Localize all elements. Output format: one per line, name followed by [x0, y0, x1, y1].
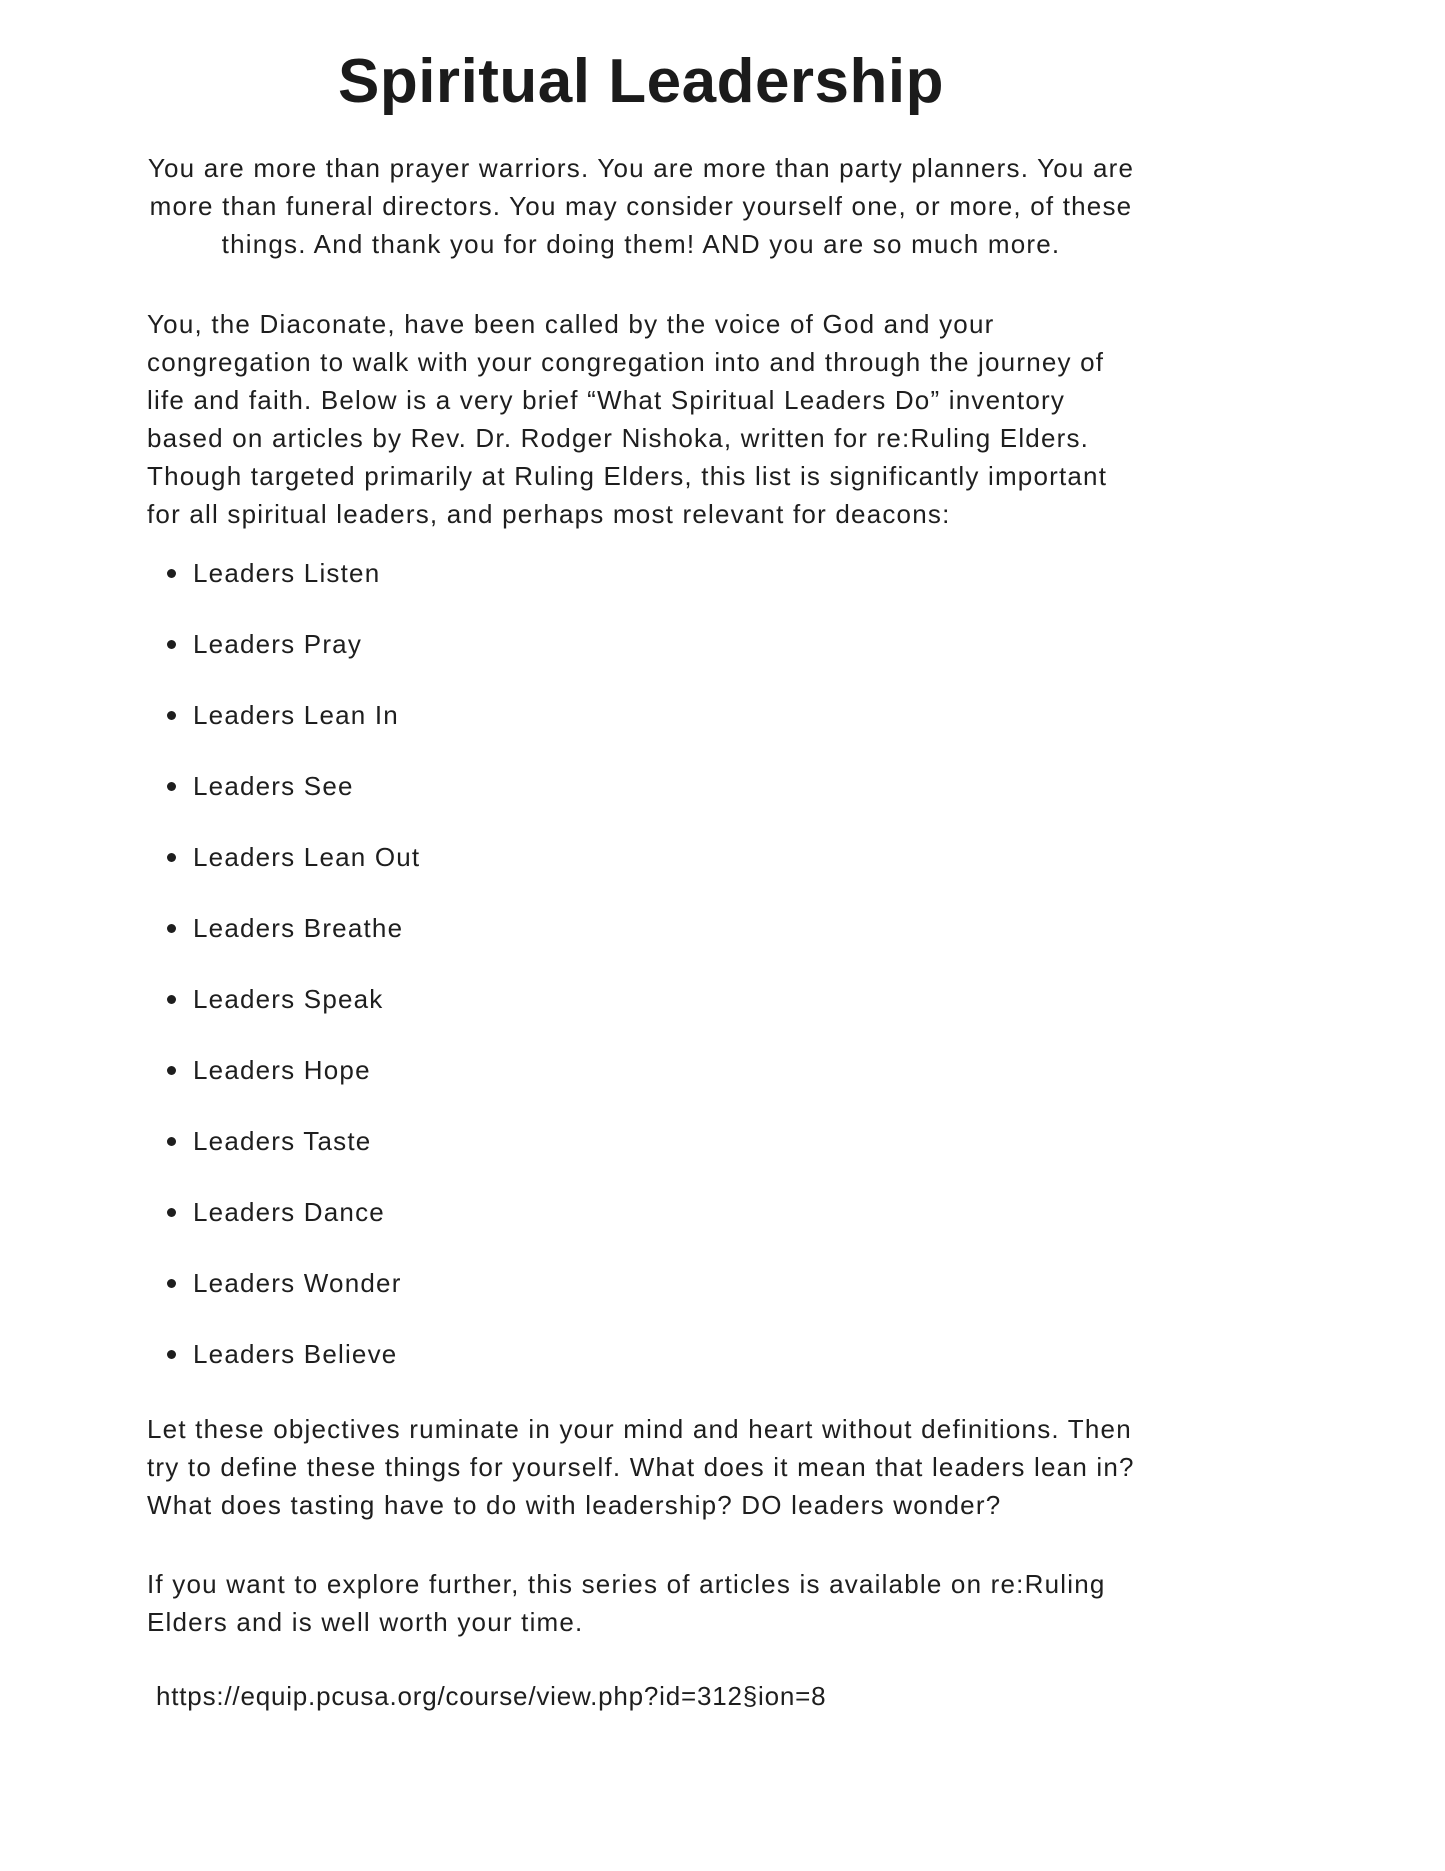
list-item-label: Leaders Believe — [193, 1339, 398, 1369]
list-item — [147, 771, 1135, 801]
list-item-label: Leaders Speak — [193, 984, 384, 1014]
list-item-label: Leaders Wonder — [193, 1268, 402, 1298]
list-item-label: Leaders Taste — [193, 1126, 372, 1156]
bullet-marker — [167, 640, 176, 649]
list-item-label: Leaders Dance — [193, 1197, 385, 1227]
bullet-marker — [167, 1137, 176, 1146]
bullet-marker — [167, 853, 176, 862]
list-item — [147, 1339, 1135, 1369]
list-item-label: Leaders Lean Out — [193, 842, 421, 872]
list-item-label: Leaders Pray — [193, 629, 363, 659]
list-item — [147, 984, 1135, 1014]
bullet-marker — [167, 569, 176, 578]
list-item — [147, 1055, 1135, 1085]
leaders-list — [147, 558, 1135, 1369]
list-item — [147, 1126, 1135, 1156]
page-title: Spiritual Leadership — [337, 47, 945, 116]
bullet-marker — [167, 924, 176, 933]
list-item — [147, 1268, 1135, 1298]
bullet-marker — [167, 711, 176, 720]
list-item-label: Leaders Listen — [193, 558, 381, 588]
list-item — [147, 700, 1135, 730]
list-item-label: Leaders See — [193, 771, 354, 801]
bullet-marker — [167, 1279, 176, 1288]
list-item — [147, 913, 1135, 943]
list-item — [147, 842, 1135, 872]
bullet-marker — [167, 1066, 176, 1075]
bullet-marker — [167, 1208, 176, 1217]
body-paragraph: You, the Diaconate, have been called by the voice of God and your congregation to walk with your congregation into and through the journey of life and faith. Below is a very brief “What Spiritual Leaders Do” inventory based on articles by Rev. Dr. Rodger Nishoka, written for re:Ruling Elders. Though targeted primarily at Ruling Elders, this list is significantly important for all spiritual leaders, and perhaps most relevant for deacons: — [147, 309, 1108, 529]
course-url[interactable]: https://equip.pcusa.org/course/view.php?id=312§ion=8 — [156, 1681, 827, 1711]
list-item — [147, 629, 1135, 659]
intro-paragraph: You are more than prayer warriors. You are more than party planners. You are more than funeral directors. You may consider yourself one, or more, of these things. And thank you for doing them! AND you are so much more. — [147, 153, 1135, 259]
bullet-marker — [167, 782, 176, 791]
closing-paragraph-1: Let these objectives ruminate in your mind and heart without definitions. Then try to define these things for yourself. What does it mean that leaders lean in? What does tasting have to do with leadership? DO leaders wonder? — [147, 1414, 1135, 1520]
list-item — [147, 1197, 1135, 1227]
closing-paragraph-2: If you want to explore further, this series of articles is available on re:Ruling Elders and is well worth your time. — [147, 1569, 1106, 1637]
list-item-label: Leaders Hope — [193, 1055, 371, 1085]
bullet-marker — [167, 995, 176, 1004]
list-item — [147, 558, 1135, 588]
list-item-label: Leaders Lean In — [193, 700, 399, 730]
bullet-marker — [167, 1350, 176, 1359]
list-item-label: Leaders Breathe — [193, 913, 404, 943]
